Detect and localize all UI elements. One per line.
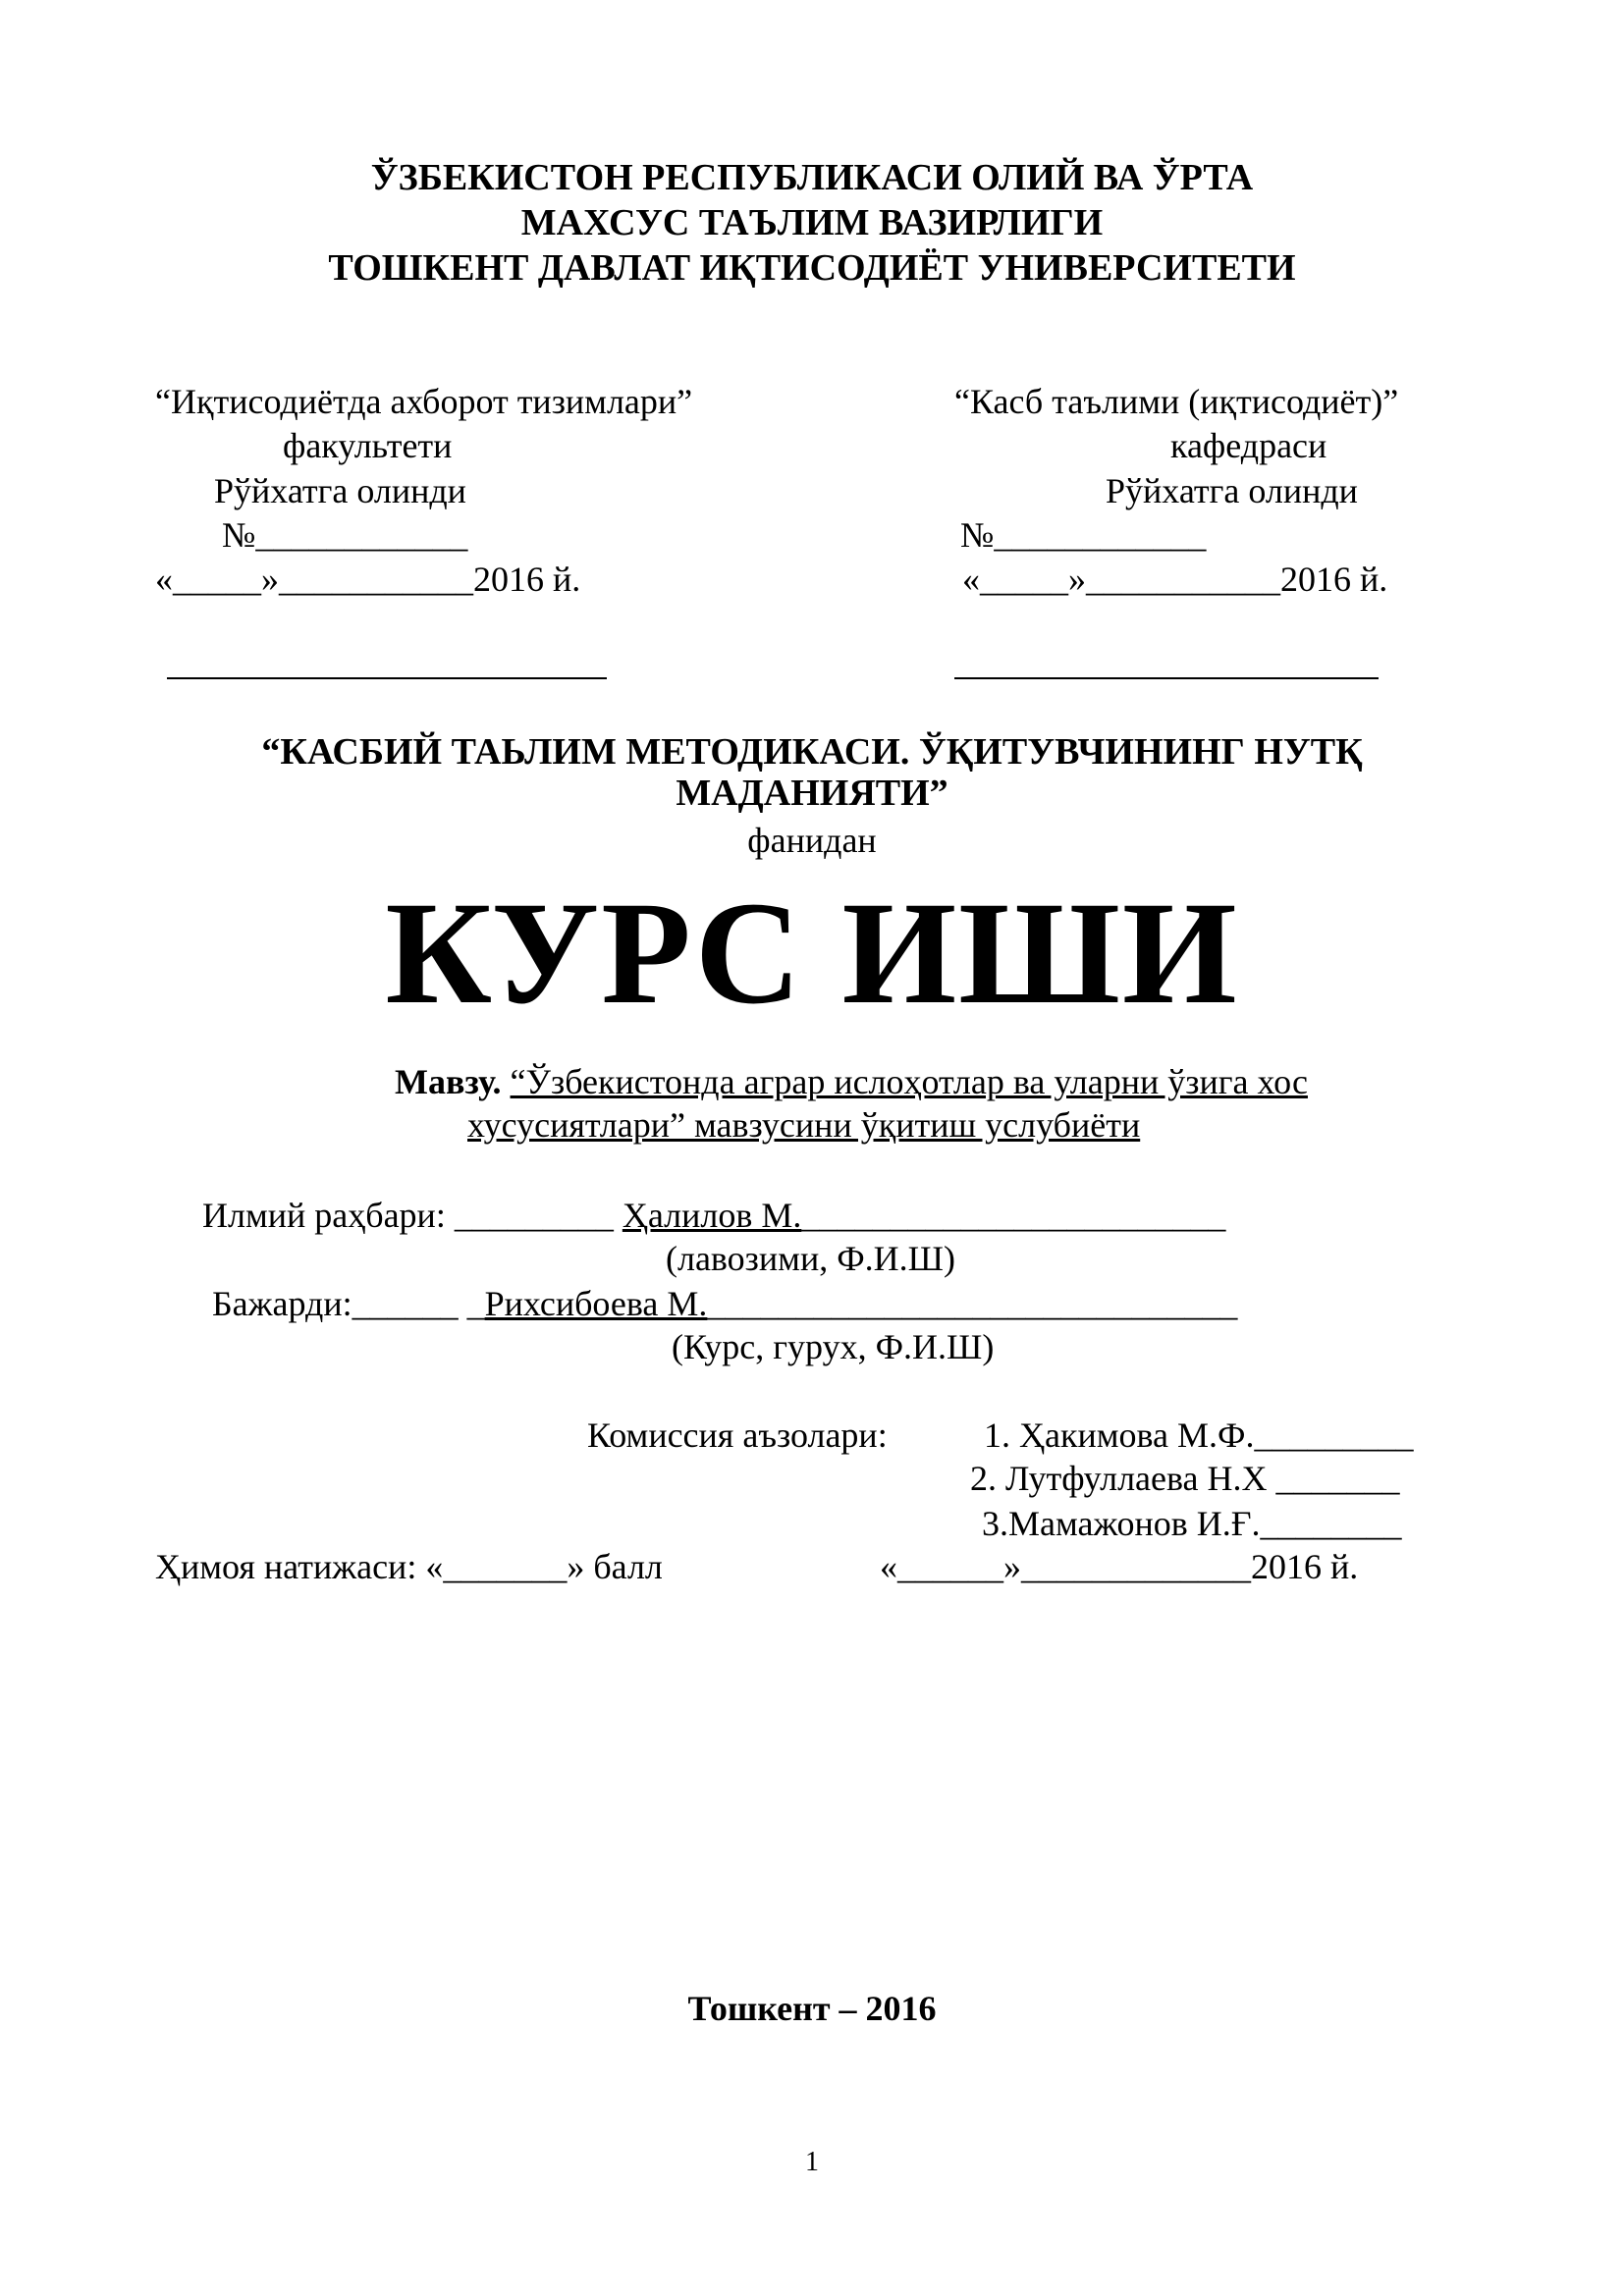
topic-label: Мавзу. (395, 1062, 502, 1101)
document-title: КУРС ИШИ (385, 872, 1239, 1035)
supervisor-name: Ҳалилов М. (622, 1196, 802, 1235)
author-trail: ______________________________ (707, 1284, 1238, 1323)
ministry-title-line2: МАХСУС ТАЪЛИМ ВАЗИРЛИГИ (520, 202, 1104, 243)
commission-member-2: 2. Лутфуллаева Н.Х _______ (970, 1459, 1400, 1498)
topic-line1 (395, 1060, 1308, 1103)
author-hint: (Курс, гурух, Ф.И.Ш) (672, 1327, 995, 1366)
commission-member-3: 3.Мамажонов И.Ғ.________ (982, 1504, 1402, 1543)
left-signature-line (167, 677, 607, 679)
left-registration-date: «_____»___________2016 й. (155, 560, 581, 599)
defense-date: «______»_____________2016 й. (880, 1547, 1359, 1586)
author-blank: ______ _ (352, 1284, 485, 1323)
supervisor-trail: ________________________ (801, 1196, 1226, 1235)
left-registration-number: №____________ (222, 515, 468, 555)
right-registered-label: Рўйхатга олинди (1106, 471, 1358, 510)
department-name: “Касб таълими (иқтисодиёт)” (954, 382, 1399, 421)
commission-member-1: 1. Ҳакимова М.Ф._________ (984, 1415, 1414, 1455)
subject-title-line2: МАДАНИЯТИ” (676, 773, 948, 814)
page-number: 1 (805, 2147, 819, 2177)
supervisor-row (202, 1194, 1225, 1237)
faculty-label: факультети (283, 426, 453, 465)
supervisor-hint: (лавозими, Ф.И.Ш) (666, 1239, 955, 1278)
department-label: кафедраси (1170, 426, 1327, 465)
subject-suffix: фанидан (747, 821, 877, 860)
right-registration-number: №____________ (960, 515, 1207, 555)
topic-text-line1: “Ўзбекистонда аграр ислоҳотлар ва уларни ўзига хос (510, 1062, 1308, 1101)
right-signature-line (954, 677, 1379, 679)
supervisor-blank: _________ (454, 1196, 614, 1235)
city-year: Тошкент – 2016 (687, 1989, 937, 2028)
author-name: Рихсибоева М. (484, 1284, 708, 1323)
defense-result: Ҳимоя натижаси: «_______» балл (155, 1547, 663, 1586)
author-row (212, 1282, 1237, 1325)
commission-label: Комиссия аъзолари: (587, 1415, 888, 1455)
right-registration-date: «_____»___________2016 й. (962, 560, 1388, 599)
ministry-title-line1: ЎЗБЕКИСТОН РЕСПУБЛИКАСИ ОЛИЙ ВА ЎРТА (370, 157, 1254, 198)
subject-title-line1: “КАСБИЙ ТАЬЛИМ МЕТОДИКАСИ. ЎҚИТУВЧИНИНГ НУТҚ (261, 731, 1363, 773)
left-registered-label: Рўйхатга олинди (214, 471, 466, 510)
supervisor-label: Илмий раҳбари: (202, 1196, 446, 1235)
university-title: ТОШКЕНТ ДАВЛАТ ИҚТИСОДИЁТ УНИВЕРСИТЕТИ (328, 247, 1296, 289)
author-label: Бажарди: (212, 1284, 352, 1323)
faculty-name: “Иқтисодиётда ахборот тизимлари” (155, 382, 693, 421)
topic-text-line2: хусусиятлари” мавзусини ўқитиш услубиёти (467, 1105, 1141, 1145)
